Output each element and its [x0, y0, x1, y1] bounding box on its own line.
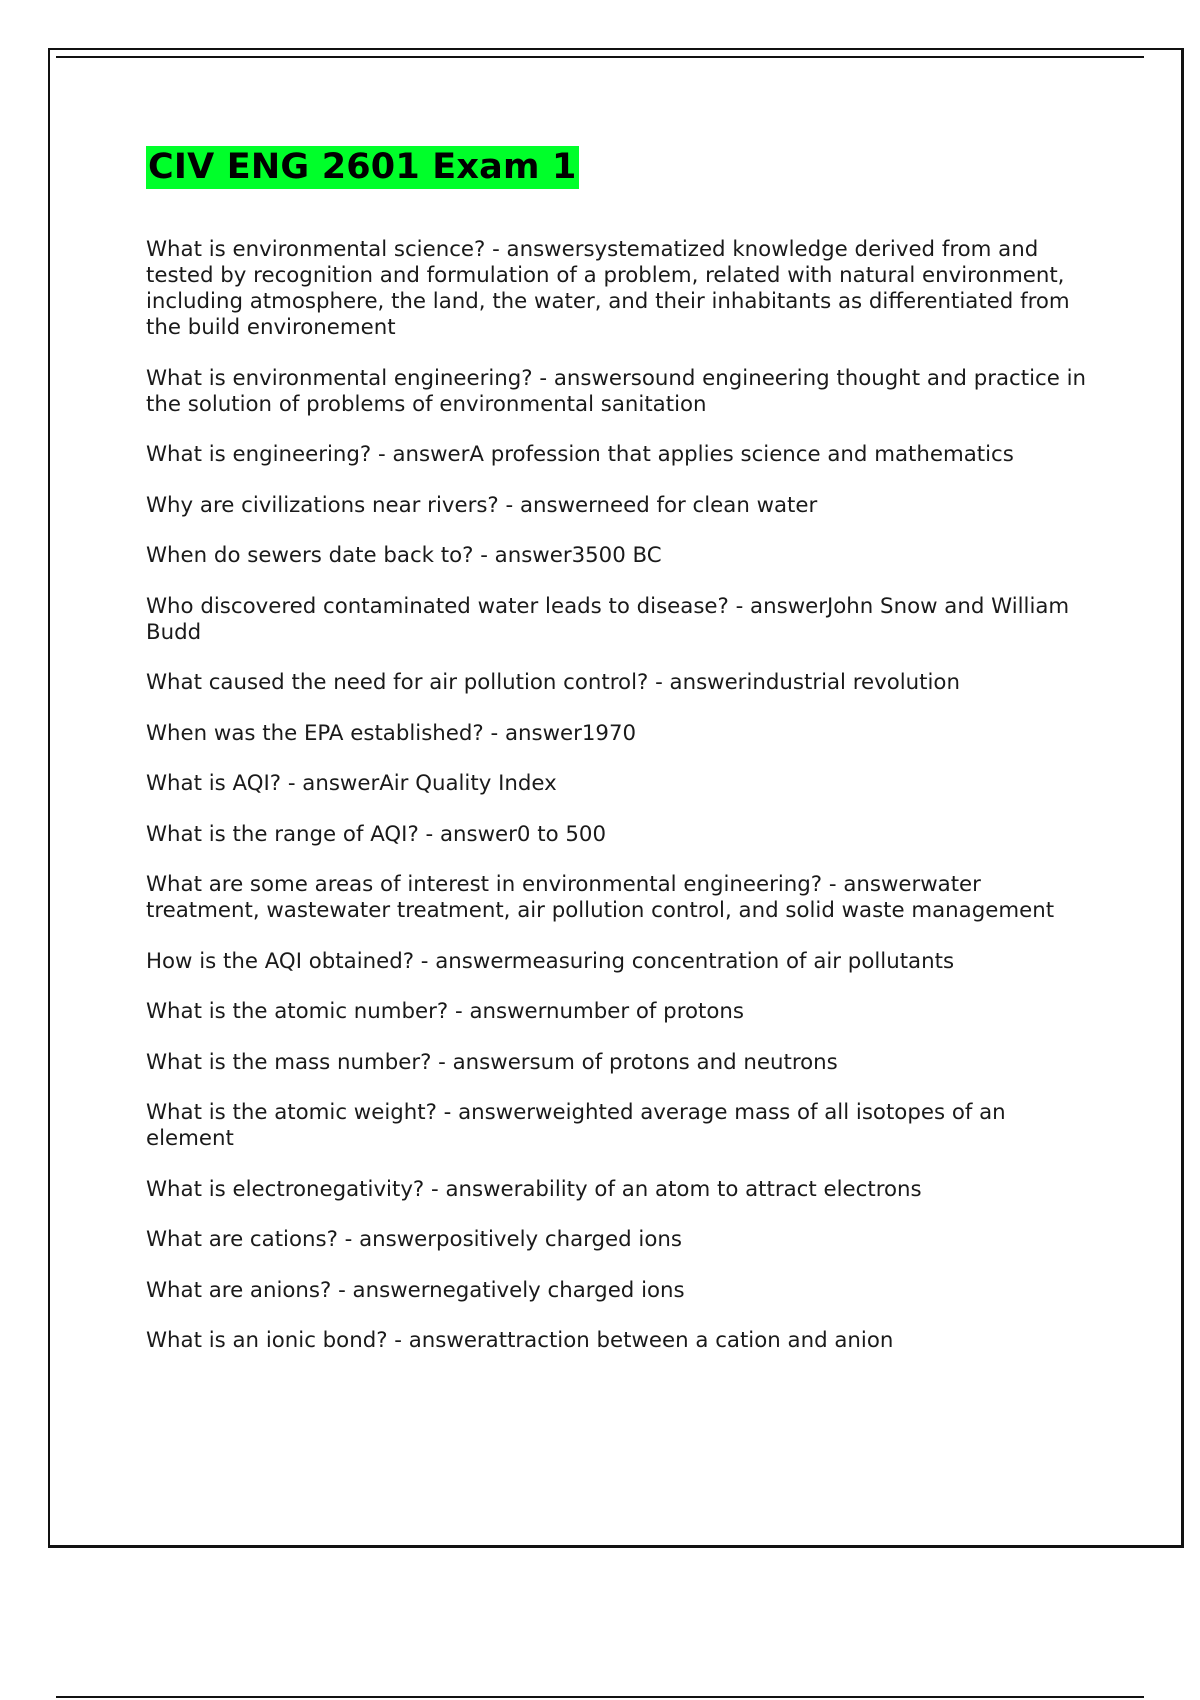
qa-item: What is the mass number? - answersum of protons and neutrons [146, 1049, 838, 1075]
qa-item: What caused the need for air pollution control? - answerindustrial revolution [146, 670, 960, 695]
qa-item: What is engineering? - answerA profession that applies science and mathematics [146, 442, 1014, 467]
qa-item: What is the atomic number? - answernumber of protons [146, 999, 744, 1024]
document-title: CIV ENG 2601 Exam 1 [148, 147, 577, 187]
qa-item: What is environmental science? - answersystematized knowledge derived from and tested by recognition and formulation of a problem, related with natural environment, including atmosphere, the land, the water, and their inhabitants as differentiated from the build environement [146, 237, 1070, 340]
qa-item: When was the EPA established? - answer1970 [146, 720, 637, 746]
footer-rule [56, 1696, 1144, 1698]
qa-item: What are cations? - answerpositively charged ions [146, 1227, 682, 1252]
qa-item: Why are civilizations near rivers? - answerneed for clean water [146, 492, 818, 518]
qa-item: How is the AQI obtained? - answermeasuring concentration of air pollutants [146, 948, 955, 974]
qa-item: What is the range of AQI? - answer0 to 500 [146, 821, 607, 847]
qa-item: What are anions? - answernegatively charged ions [146, 1277, 685, 1303]
qa-item: What is an ionic bond? - answerattraction between a cation and anion [146, 1328, 894, 1353]
qa-list [146, 237, 1086, 1379]
qa-item: What is the atomic weight? - answerweighted average mass of all isotopes of an element [146, 1100, 1006, 1151]
qa-item: Who discovered contaminated water leads to disease? - answerJohn Snow and William Budd [146, 593, 1070, 645]
qa-item: What are some areas of interest in environmental engineering? - answerwater treatment, wastewater treatment, air pollution control, and solid waste management [146, 872, 1055, 923]
qa-item: What is electronegativity? - answerability of an atom to attract electrons [146, 1176, 922, 1202]
header-rule [56, 56, 1144, 58]
qa-item: What is environmental engineering? - answersound engineering thought and practice in the solution of problems of environmental sanitation [146, 365, 1087, 417]
qa-item: When do sewers date back to? - answer3500 BC [146, 543, 662, 568]
qa-item: What is AQI? - answerAir Quality Index [146, 771, 557, 796]
